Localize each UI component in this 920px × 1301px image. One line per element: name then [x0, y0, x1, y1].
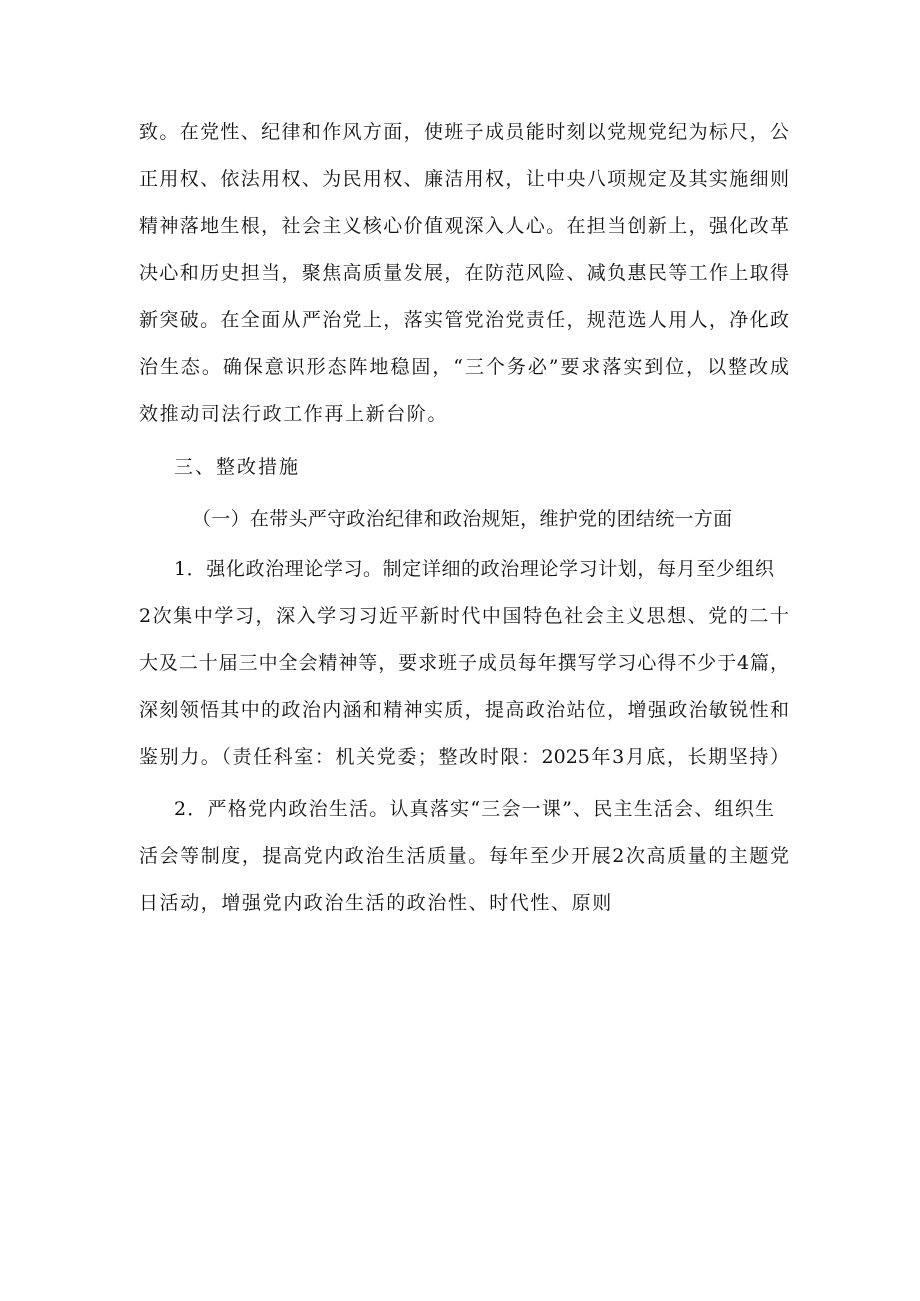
text-line: 大及二十届三中全会精神等，要求班子成员每年撰写学习心得不少于4篇， [139, 652, 789, 674]
text-line: 1．强化政治理论学习。制定详细的政治理论学习计划，每月至少组织 [174, 558, 774, 580]
text-line: 日活动，增强党内政治生活的政治性、时代性、原则 [139, 892, 613, 914]
text-line: 效推动司法行政工作再上新台阶。 [139, 403, 449, 425]
text-line: 决心和历史担当，聚焦高质量发展，在防范风险、减负惠民等工作上取得 [139, 262, 789, 284]
subsection-heading: （一）在带头严守政治纪律和政治规矩，维护党的团结统一方面 [192, 508, 733, 530]
text-line: 活会等制度，提高党内政治生活质量。每年至少开展2次高质量的主题党 [139, 845, 789, 867]
text-line: 精神落地生根，社会主义核心价值观深入人心。在担当创新上，强化改革 [139, 215, 789, 237]
text-line: 治生态。确保意识形态阵地稳固，“三个务必”要求落实到位，以整改成 [139, 356, 789, 378]
text-line: 正用权、依法用权、为民用权、廉洁用权，让中央八项规定及其实施细则 [139, 168, 789, 190]
text-line: 2．严格党内政治生活。认真落实“三会一课”、民主生活会、组织生 [174, 798, 774, 820]
text-line: 深刻领悟其中的政治内涵和精神实质，提高政治站位，增强政治敏锐性和 [139, 699, 789, 721]
section-heading: 三、整改措施 [174, 456, 301, 478]
text-line: 致。在党性、纪律和作风方面，使班子成员能时刻以党规党纪为标尺，公 [139, 121, 789, 143]
text-line: 新突破。在全面从严治党上，落实管党治党责任，规范选人用人，净化政 [139, 309, 789, 331]
text-line: 鉴别力。（责任科室：机关党委；整改时限：2025年3月底，长期坚持） [139, 746, 789, 768]
text-line: 2次集中学习，深入学习习近平新时代中国特色社会主义思想、党的二十 [139, 605, 789, 627]
